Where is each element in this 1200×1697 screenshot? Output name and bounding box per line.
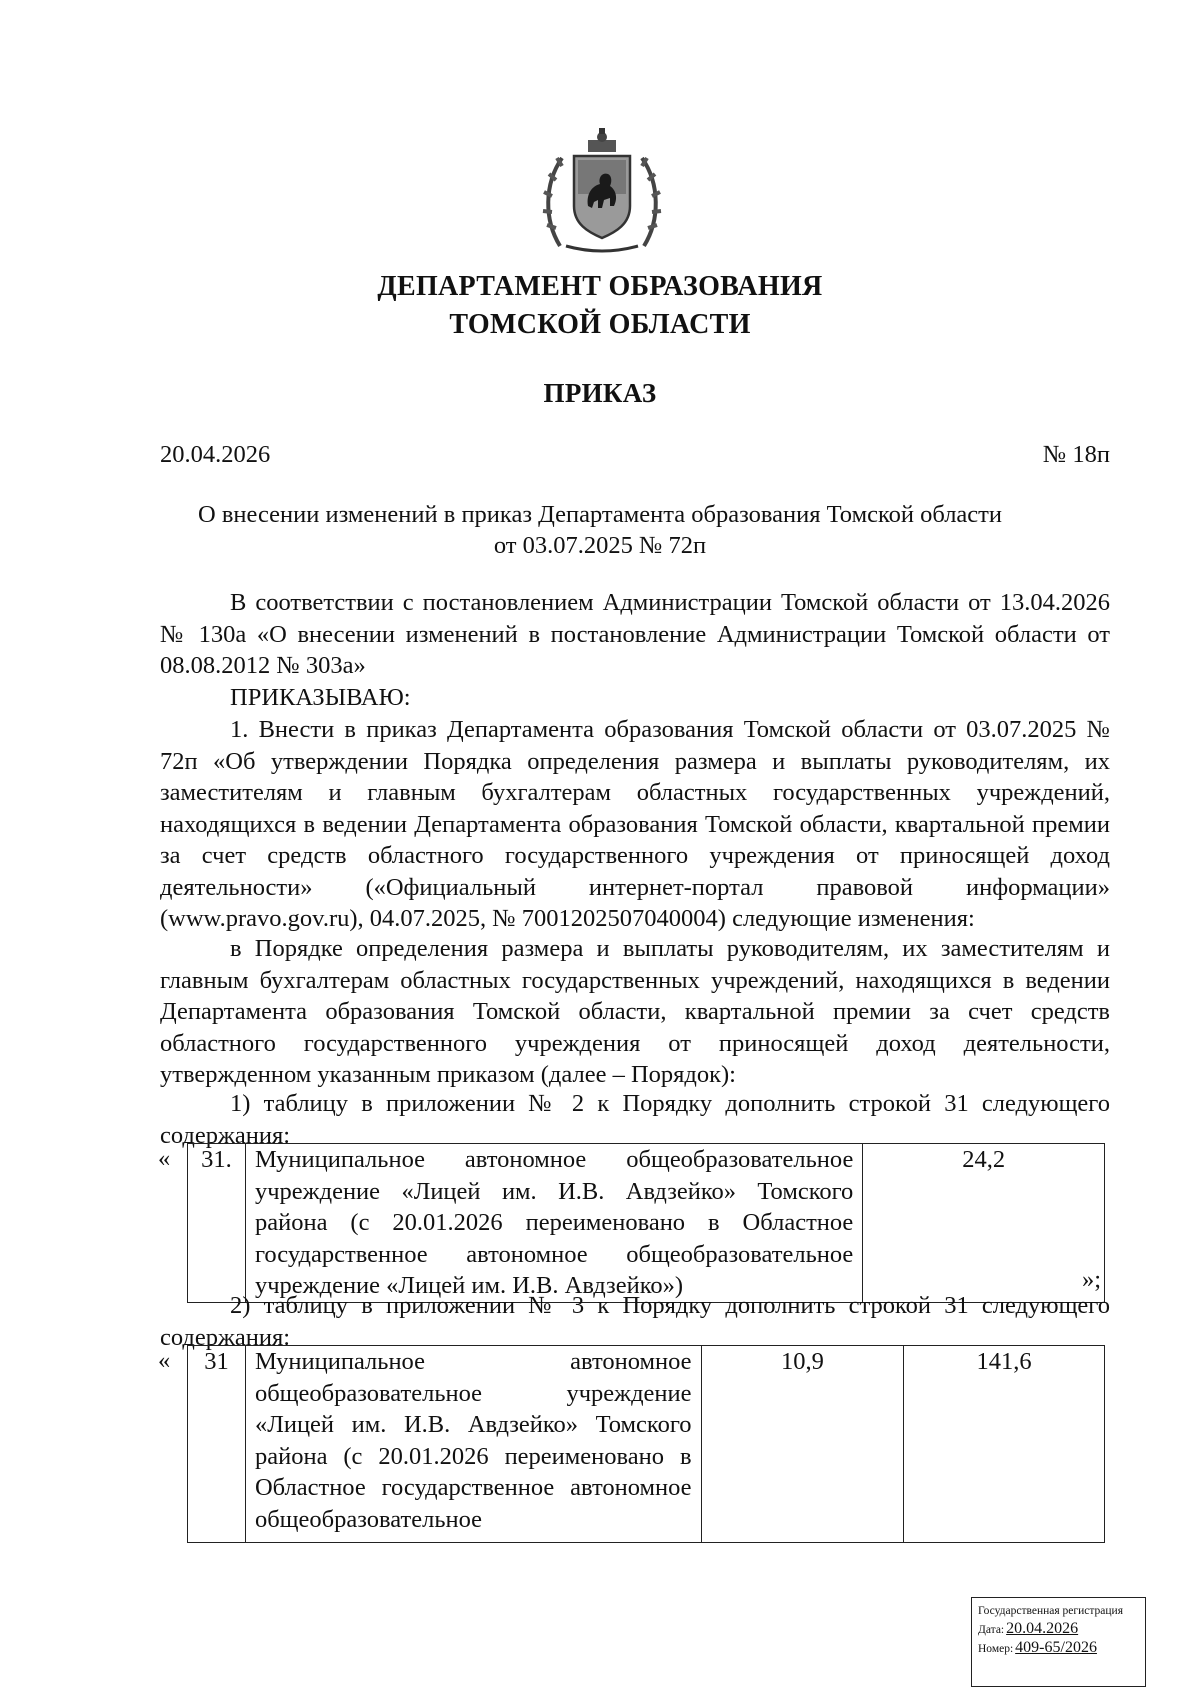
amendment-table-2 <box>187 1345 1105 1543</box>
department-line-1: ДЕПАРТАМЕНТ ОБРАЗОВАНИЯ <box>377 271 823 302</box>
value-cell-1: 10,9 <box>701 1346 904 1543</box>
stamp-number-label: Номер: <box>978 1643 1014 1655</box>
order-date: 20.04.2026 <box>160 441 271 468</box>
row-number-cell: 31. <box>188 1144 246 1303</box>
row-number-cell: 31 <box>188 1346 246 1543</box>
department-line-2: ТОМСКОЙ ОБЛАСТИ <box>449 309 751 340</box>
item-1-sub-paragraph: в Порядке определения размера и выплаты руководителям, их заместителям и главным бухгалтерам областных государственных учреждений, находящихся в ведении Департамента образования Томской области, квартальной премии за счет средств областного государственного учреждения от приносящей доход деятельности, утвержденном указанным приказом (далее – Порядок): <box>160 935 1110 1088</box>
department-name <box>0 268 1200 344</box>
order-word: ПРИКАЗЫВАЮ: <box>230 684 411 711</box>
stamp-date-row <box>978 1620 1139 1639</box>
quote-open-1: « <box>158 1145 171 1172</box>
coat-of-arms-emblem <box>538 128 666 256</box>
stamp-date-value: 20.04.2026 <box>1006 1620 1079 1637</box>
document-type: ПРИКАЗ <box>543 378 657 408</box>
preamble-paragraph: В соответствии с постановлением Администрации Томской области от 13.04.2026 № 130а «О внесении изменений в постановление Администрации Томской области от 08.08.2012 № 303а» <box>160 589 1110 679</box>
registration-stamp <box>971 1597 1146 1687</box>
subitem-2-paragraph: 2) таблицу в приложении № 3 к Порядку дополнить строкой 31 следующего содержания: <box>160 1292 1110 1351</box>
subject-line-1: О внесении изменений в приказ Департамента образования Томской области <box>198 501 1002 528</box>
value-cell-2: 141,6 <box>904 1346 1105 1543</box>
stamp-title: Государственная регистрация <box>978 1605 1123 1617</box>
item-1-paragraph: 1. Внести в приказ Департамента образования Томской области от 03.07.2025 № 72п «Об утверждении Порядка определения размера и выплаты руководителям, их заместителям и главным бухгалтерам областных государственных учреждений, находящихся в ведении Департамента образования Томской области, квартальной премии за счет средств областного государственного учреждения от приносящей доход деятельности» («Официальный интернет-портал правовой информации» (www.pravo.gov.ru), 04.07.2025, № 7001202507040004) следующие изменения: <box>160 716 1110 932</box>
stamp-number-value: 409-65/2026 <box>1015 1639 1097 1656</box>
order-number: № 18п <box>1042 441 1110 468</box>
stamp-number-row <box>978 1639 1139 1658</box>
value-cell: 24,2 <box>863 1144 1105 1303</box>
table-row <box>188 1346 1105 1543</box>
amendment-table-1 <box>187 1143 1105 1303</box>
subject-line-2: от 03.07.2025 № 72п <box>493 532 707 559</box>
stamp-date-label: Дата: <box>978 1624 1005 1636</box>
order-subject <box>0 499 1200 561</box>
institution-name-cell: Муниципальное автономное общеобразовательное учреждение «Лицей им. И.В. Авдзейко» Томского района (с 20.01.2026 переименовано в Областное государственное автономное общеобразовательное <box>245 1346 701 1543</box>
table-row <box>188 1144 1105 1303</box>
institution-name-cell: Муниципальное автономное общеобразовательное учреждение «Лицей им. И.В. Авдзейко» Томского района (с 20.01.2026 переименовано в Областное государственное автономное общеобразовательное учреждение «Лицей им. И.В. Авдзейко») <box>245 1144 862 1303</box>
quote-close-1: »; <box>1082 1266 1102 1293</box>
quote-open-2: « <box>158 1347 171 1374</box>
subitem-1-paragraph: 1) таблицу в приложении № 2 к Порядку дополнить строкой 31 следующего содержания: <box>160 1090 1110 1149</box>
